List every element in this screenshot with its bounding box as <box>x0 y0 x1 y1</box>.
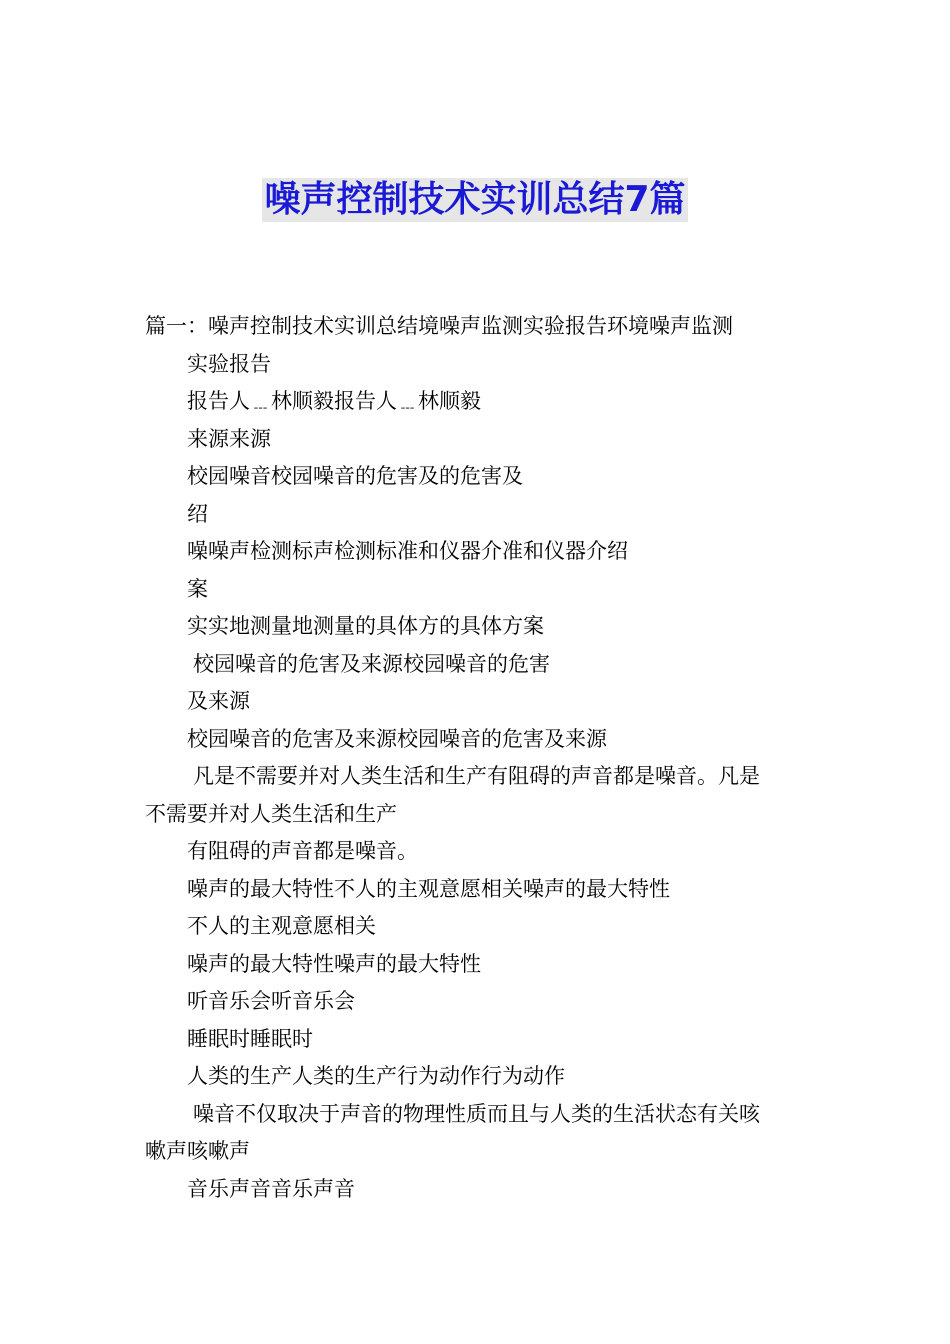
paragraph-line: 实验报告 <box>187 351 271 376</box>
paragraph-line: 校园噪音的危害及来源校园噪音的危害 <box>193 651 550 676</box>
paragraph-line: 来源来源 <box>187 426 271 451</box>
paragraph-line: 及来源 <box>187 689 250 713</box>
paragraph-line: 校园噪音的危害及来源校园噪音的危害及来源 <box>187 726 607 751</box>
paragraph-line: 篇一：噪声控制技术实训总结境噪声监测实验报告环境噪声监测 <box>145 314 733 338</box>
title-container <box>0 178 950 222</box>
paragraph-line: 听音乐会听音乐会 <box>187 989 355 1013</box>
document-title: 噪声控制技术实训总结7篇 <box>264 179 686 220</box>
paragraph-line: 噪音不仅取决于声音的物理性质而且与人类的生活状态有关咳 <box>193 1101 760 1126</box>
paragraph-line: 不需要并对人类生活和生产 <box>145 801 397 826</box>
paragraph-line: 噪噪声检测标声检测标准和仪器介准和仪器介绍 <box>187 539 628 563</box>
paragraph-line: 凡是不需要并对人类生活和生产有阻碍的声音都是噪音。凡是 <box>193 764 760 788</box>
paragraph-line: 绍 <box>187 501 208 526</box>
paragraph-line: 噪声的最大特性噪声的最大特性 <box>187 951 481 976</box>
paragraph-line: 人类的生产人类的生产行为动作行为动作 <box>187 1064 565 1088</box>
paragraph-line: 不人的主观意愿相关 <box>187 914 376 938</box>
paragraph-line: 案 <box>187 576 208 601</box>
document-body <box>145 308 810 1208</box>
paragraph-line: 报告人﹍林顺毅报告人﹍林顺毅 <box>187 389 481 413</box>
paragraph-line: 实实地测量地测量的具体方的具体方案 <box>187 614 544 638</box>
paragraph-line: 嗽声咳嗽声 <box>145 1139 250 1163</box>
paragraph-line: 校园噪音校园噪音的危害及的危害及 <box>187 464 523 488</box>
paragraph-line: 音乐声音音乐声音 <box>187 1176 355 1201</box>
paragraph-line: 有阻碍的声音都是噪音。 <box>187 839 418 863</box>
paragraph-line: 噪声的最大特性不人的主观意愿相关噪声的最大特性 <box>187 876 670 901</box>
paragraph-line: 睡眠时睡眠时 <box>187 1026 313 1051</box>
